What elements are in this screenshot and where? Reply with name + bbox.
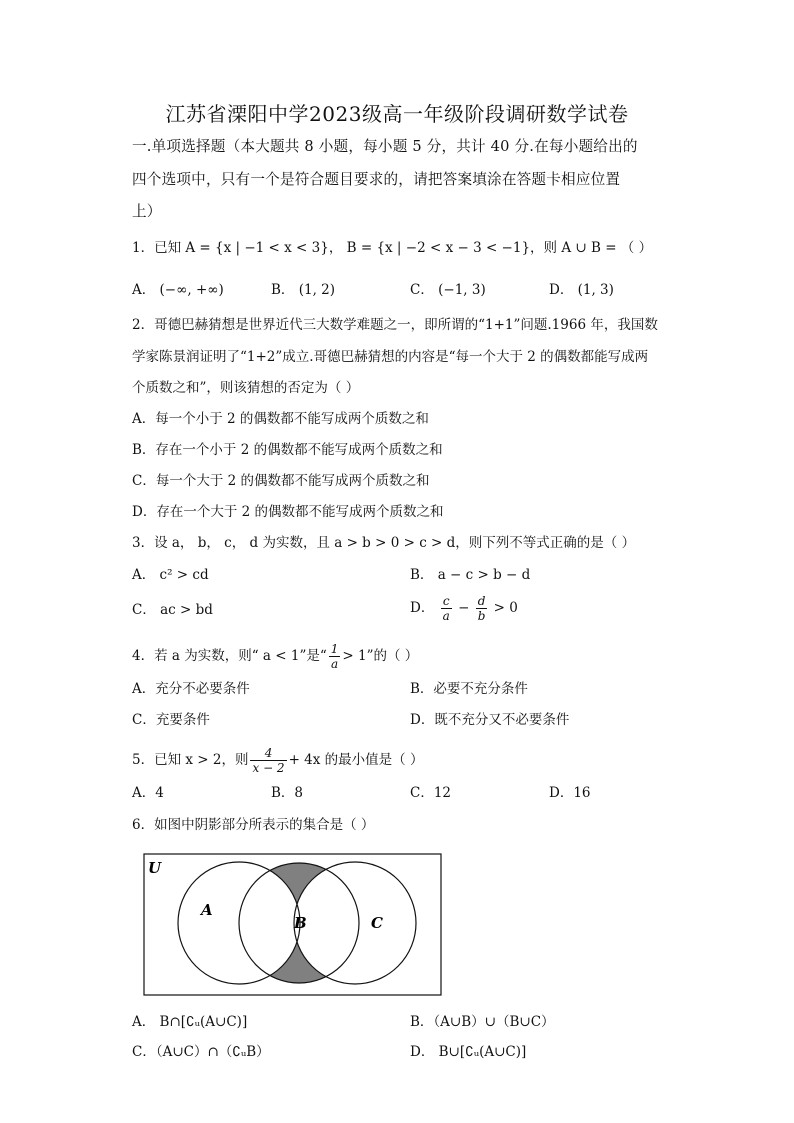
q6-option-a: A． B∩[∁ᵤ(A∪C)] [132, 1014, 248, 1030]
q3-option-d [410, 594, 518, 623]
q6-option-c: C．（A∪C）∩（∁ᵤB） [132, 1044, 270, 1060]
fraction-c-over-a [441, 594, 452, 623]
q3-option-b: B． a − c > b − d [410, 567, 531, 583]
minus-sign: − [458, 600, 470, 616]
venn-diagram [143, 853, 443, 998]
q4-stem-start: 4．若 a 为实数，则“ a < 1”是“ [132, 648, 327, 664]
fraction-numerator: d [477, 594, 486, 608]
fraction-denominator: x − 2 [252, 761, 285, 775]
q1-stem: 1．已知 A = {x | −1 < x < 3}， B = {x | −2 < x − 3 < −1}，则 A ∪ B = （ ） [132, 240, 653, 256]
q1-option-c: C． (−1, 3) [410, 282, 486, 298]
q6-stem: 6．如图中阴影部分所表示的集合是（ ） [132, 817, 375, 833]
q4-option-c: C．充要条件 [132, 712, 210, 728]
fraction-denominator: a [442, 609, 450, 623]
label-c: C [371, 914, 383, 932]
q2-option-a: A．每一个小于 2 的偶数都不能写成两个质数之和 [132, 411, 429, 427]
q4-option-a: A．充分不必要条件 [132, 681, 250, 697]
q4-stem-end: > 1”的（ ） [342, 648, 419, 664]
q4-option-b: B．必要不充分条件 [410, 681, 528, 697]
exam-title: 江苏省溧阳中学2023级高一年级阶段调研数学试卷 [165, 102, 629, 126]
section-instruction-line-3: 上） [132, 203, 162, 220]
q5-option-b: B．8 [271, 785, 304, 801]
q2-stem-line-2: 学家陈景润证明了“1+2”成立.哥德巴赫猜想的内容是“每一个大于 2 的偶数都能写成两 [132, 349, 649, 365]
label-a: A [201, 901, 213, 919]
q2-option-d: D．存在一个大于 2 的偶数都不能写成两个质数之和 [132, 504, 444, 520]
fraction-numerator: c [441, 594, 452, 609]
q5-option-c: C．12 [410, 785, 452, 801]
q3-option-c: C． ac > bd [132, 602, 213, 618]
q6-option-d: D． B∪[∁ᵤ(A∪C)] [410, 1044, 527, 1060]
q1-option-b: B． (1, 2) [271, 282, 336, 298]
fraction-numerator: 1 [330, 642, 339, 656]
inequality-tail: > 0 [493, 600, 518, 616]
q2-stem-line-3: 个质数之和”，则该猜想的否定为（ ） [132, 380, 360, 396]
label-b: B [294, 914, 307, 932]
fraction-4-over-x-minus-2 [250, 746, 286, 775]
q3-stem: 3．设 a， b， c， d 为实数，且 a > b > 0 > c > d，则下列不等式正确的是（ ） [132, 535, 636, 551]
fraction-d-over-b [476, 594, 488, 623]
q2-option-b: B．存在一个小于 2 的偶数都不能写成两个质数之和 [132, 442, 443, 458]
q2-option-c: C．每一个大于 2 的偶数都不能写成两个质数之和 [132, 473, 430, 489]
q4-stem [132, 642, 418, 671]
fraction-numerator: 4 [250, 746, 286, 761]
section-instruction-line-1: 一.单项选择题（本大题共 8 小题，每小题 5 分，共计 40 分.在每小题给出的 [132, 138, 638, 155]
section-instruction-line-2: 四个选项中，只有一个是符合题目要求的，请把答案填涂在答题卡相应位置 [132, 171, 621, 188]
q5-option-a: A．4 [132, 785, 164, 801]
q2-stem-line-1: 2．哥德巴赫猜想是世界近代三大数学难题之一，即所谓的“1+1”问题.1966 年，我国数 [132, 317, 658, 333]
q3-option-d-label: D． [410, 600, 435, 616]
fraction-denominator: b [477, 609, 486, 623]
q6-option-b: B．（A∪B）∪（B∪C） [410, 1014, 555, 1030]
q5-stem-start: 5．已知 x > 2，则 [132, 752, 249, 768]
q5-option-d: D．16 [549, 785, 591, 801]
q3-option-a: A． c² > cd [132, 567, 209, 583]
label-u: U [148, 859, 162, 877]
q4-option-d: D．既不充分又不必要条件 [410, 712, 570, 728]
q1-option-d: D． (1, 3) [549, 282, 614, 298]
q5-stem [132, 746, 423, 775]
q5-stem-end: + 4x 的最小值是（ ） [288, 752, 424, 768]
fraction-denominator: a [330, 657, 339, 671]
fraction-1-over-a [329, 642, 341, 671]
q1-option-a: A． (−∞, +∞) [132, 282, 224, 298]
